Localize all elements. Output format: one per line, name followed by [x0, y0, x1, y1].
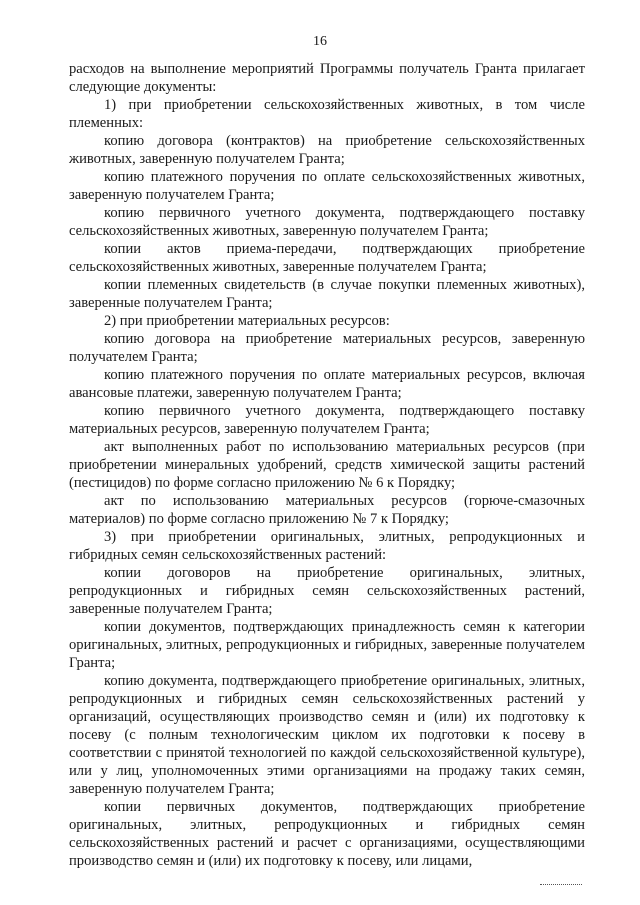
paragraph: акт выполненных работ по использованию материальных ресурсов (при приобретении минеральных удобрений, средств химической защиты растений (пестицидов) по форме согласно приложению № 6 к Порядку; [69, 439, 585, 491]
paragraph: копию первичного учетного документа, подтверждающего поставку сельскохозяйственных животных, заверенную получателем Гранта; [69, 205, 585, 239]
footer-rule [540, 884, 582, 885]
paragraph: копии первичных документов, подтверждающих приобретение оригинальных, элитных, репродукционных и гибридных семян сельскохозяйственных растений и расчет с организациями, осуществляющими производство семян и (или) их подготовку к посеву, или лицами, [69, 799, 585, 869]
document-body [69, 60, 585, 870]
paragraph: копию документа, подтверждающего приобретение оригинальных, элитных, репродукционных и гибридных семян сельскохозяйственных растений у организаций, осуществляющих производство семян и (или) их подготовку к посеву (с полным технологическим циклом их подготовки к посеву в соответствии с принятой технологией по каждой сельскохозяйственной культуре), или у лиц, уполномоченных этими организациями на продажу таких семян, заверенную получателем Гранта; [69, 673, 585, 797]
paragraph: расходов на выполнение мероприятий Программы получатель Гранта прилагает следующие документы: [69, 61, 585, 95]
paragraph: копии актов приема-передачи, подтверждающих приобретение сельскохозяйственных животных, заверенные получателем Гранта; [69, 241, 585, 275]
paragraph: копии племенных свидетельств (в случае покупки племенных животных), заверенные получателем Гранта; [69, 277, 585, 311]
paragraph: копию платежного поручения по оплате сельскохозяйственных животных, заверенную получателем Гранта; [69, 169, 585, 203]
page-number: 16 [313, 34, 327, 49]
paragraph: 1) при приобретении сельскохозяйственных животных, в том числе племенных: [69, 97, 585, 131]
paragraph: 3) при приобретении оригинальных, элитных, репродукционных и гибридных семян сельскохозяйственных растений: [69, 529, 585, 563]
paragraph: копии документов, подтверждающих принадлежность семян к категории оригинальных, элитных, репродукционных и гибридных, заверенные получателем Гранта; [69, 619, 585, 671]
paragraph: копию договора (контрактов) на приобретение сельскохозяйственных животных, заверенную получателем Гранта; [69, 133, 585, 167]
paragraph: копию договора на приобретение материальных ресурсов, заверенную получателем Гранта; [69, 331, 585, 365]
paragraph: копию платежного поручения по оплате материальных ресурсов, включая авансовые платежи, заверенную получателем Гранта; [69, 367, 585, 401]
paragraph: акт по использованию материальных ресурсов (горюче-смазочных материалов) по форме согласно приложению № 7 к Порядку; [69, 493, 585, 527]
paragraph: 2) при приобретении материальных ресурсов: [104, 313, 390, 329]
paragraph: копию первичного учетного документа, подтверждающего поставку материальных ресурсов, заверенную получателем Гранта; [69, 403, 585, 437]
paragraph: копии договоров на приобретение оригинальных, элитных, репродукционных и гибридных семян сельскохозяйственных растений, заверенные получателем Гранта; [69, 565, 585, 617]
